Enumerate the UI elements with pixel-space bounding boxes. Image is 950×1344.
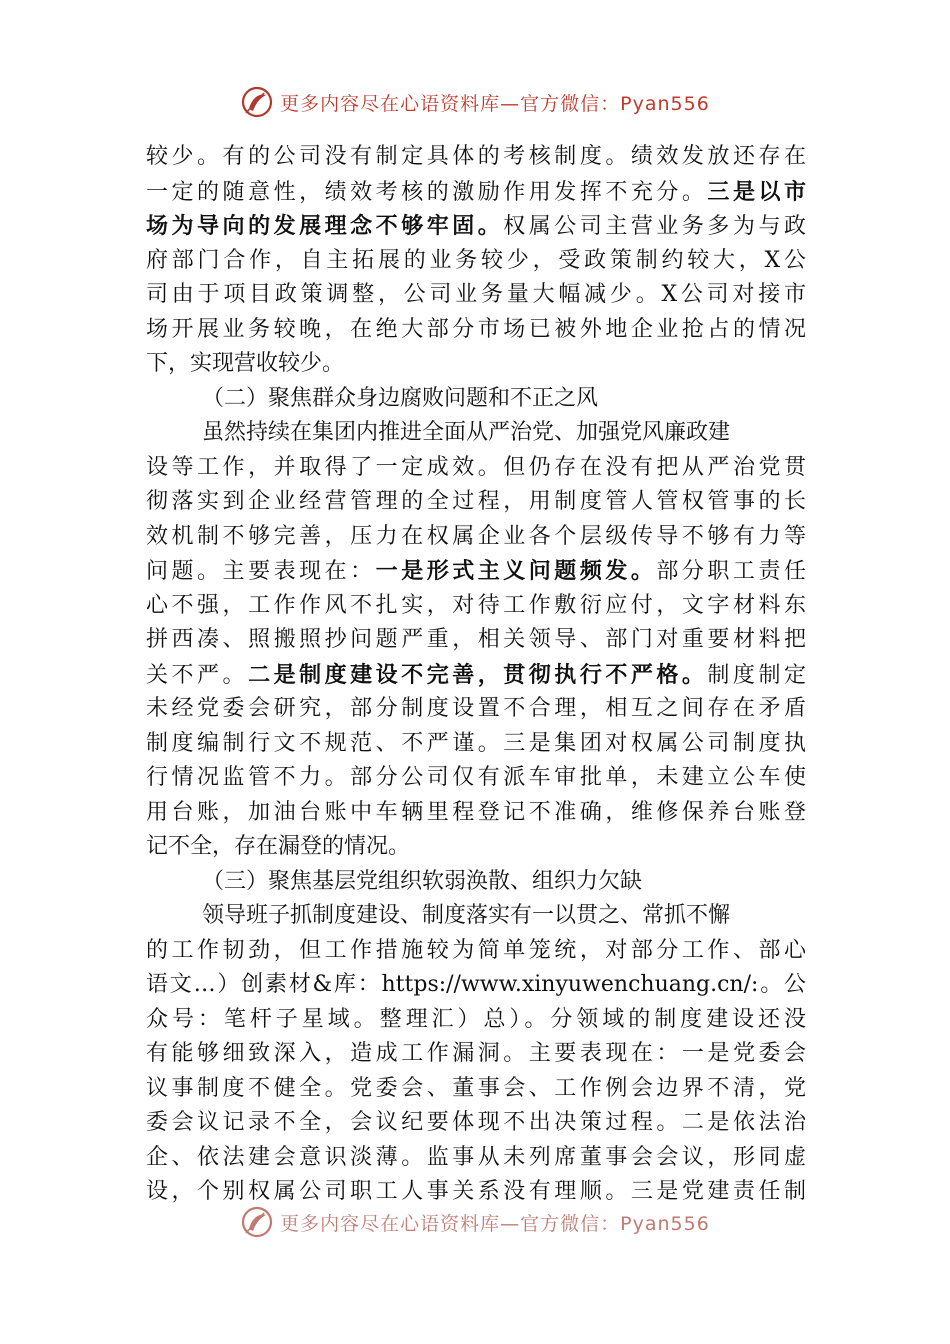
footer-banner [0,1204,950,1240]
text-line-13: 问题。主要表现在：一是形式主义问题频发。部分职工责任 [146,558,806,584]
text-line-18: 制度编制行文不规范、不严谨。三是集团对权属公司制度执 [146,730,806,756]
header-banner [0,84,950,120]
text-line-7: 下，实现营收较少。 [146,351,345,376]
text-line-23: 领导班子抓制度建设、制度落实有一以贯之、常抓不懈 [202,903,731,928]
section-heading-3: （三）聚焦基层党组织软弱涣散、组织力欠缺 [202,868,643,894]
text-line-20: 用台账，加油台账中车辆里程登记不准确，维修保养台账登 [146,799,806,825]
logo-icon [240,1205,274,1239]
banner-text: 更多内容尽在心语资料库—官方微信：Pyan556 [280,1212,710,1235]
text-line-24: 的工作韧劲，但工作措施较为简单笼统，对部分工作、部心 [146,937,806,963]
text-line-16: 关不严。二是制度建设不完善，贯彻执行不严格。制度制定 [146,661,806,688]
banner-text: 更多内容尽在心语资料库—官方微信：Pyan556 [280,92,710,115]
text-line-14: 心不强，工作作风不扎实，对待工作敷衍应付，文字材料东 [146,592,806,618]
text-line-9: 虽然持续在集团内推进全面从严治党、加强党风廉政建 [202,420,731,445]
section-heading-2: （二）聚焦群众身边腐败问题和不正之风 [202,385,599,411]
text-line-28: 议事制度不健全。党委会、董事会、工作例会边界不清，党 [146,1075,806,1101]
text-line-2: 一定的随意性，绩效考核的激励作用发挥不充分。三是以市 [146,178,806,205]
logo-icon [240,85,274,119]
text-line-15: 拼西凑、照搬照抄问题严重，相关领导、部门对重要材料把 [146,627,806,652]
text-line-26: 众号：笔杆子星域。整理汇）总）。分领域的制度建设还没 [146,1006,806,1032]
document-body [146,140,806,1210]
text-line-6: 场开展业务较晚，在绝大部分市场已被外地企业抢占的情况 [146,316,806,342]
text-line-3: 场为导向的发展理念不够牢固。权属公司主营业务多为与政 [146,213,806,239]
text-line-31: 设，个别权属公司职工人事关系没有理顺。三是党建责任制 [146,1179,806,1204]
text-line-30: 企、依法建会意识淡薄。监事从未列席董事会会议，形同虚 [146,1144,806,1170]
text-line-27: 有能够细致深入，造成工作漏洞。主要表现在：一是党委会 [146,1041,806,1066]
text-line-10: 设等工作，并取得了一定成效。但仍存在没有把从严治党贯 [146,454,806,480]
text-line-11: 彻落实到企业经营管理的全过程，用制度管人管权管事的长 [146,489,806,514]
text-line-5: 司由于项目政策调整，公司业务量大幅减少。X公司对接市 [146,282,806,307]
text-line-29: 委会议记录不全，会议纪要体现不出决策过程。二是依法治 [146,1110,806,1135]
text-line-4: 府部门合作，自主拓展的业务较少，受政策制约较大，X公 [146,247,806,273]
text-line-12: 效机制不够完善，压力在权属企业各个层级传导不够有力等 [146,523,806,549]
text-line-19: 行情况监管不力。部分公司仅有派车审批单，未建立公车使 [146,765,806,790]
text-line-1: 较少。有的公司没有制定具体的考核制度。绩效发放还存在 [146,144,806,169]
text-line-17: 未经党委会研究，部分制度设置不合理，相互之间存在矛盾 [146,696,806,721]
text-line-21: 记不全，存在漏登的情况。 [146,834,411,859]
text-line-25: 语文…）创素材&库：https://www.xinyuwenchuang.cn/:。公 [146,972,806,997]
